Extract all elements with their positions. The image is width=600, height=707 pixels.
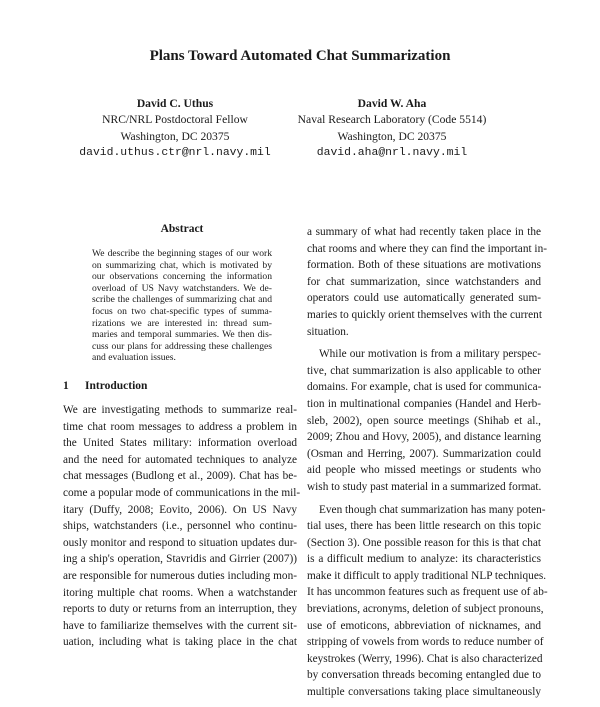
text-line: domains. For example, chat is used for communica-: [307, 381, 542, 394]
author-location: Washington, DC 20375: [337, 129, 447, 143]
author-email: david.uthus.ctr@nrl.navy.mil: [79, 146, 271, 159]
text-line: rizations we are interested in: thread sum-: [92, 317, 272, 329]
author-block: [272, 96, 512, 161]
text-line: cuss our plans for addressing these challenges: [92, 340, 272, 352]
text-line: reports to duty or returns from an interruption, they: [63, 603, 297, 616]
text-line: chat messages (Budlong et al., 2009). Chat has be-: [63, 470, 297, 483]
text-line: breviations, acronyms, deletion of subject pronouns,: [307, 603, 544, 616]
author-affiliation: Naval Research Laboratory (Code 5514): [297, 113, 487, 127]
paragraph: [63, 402, 301, 651]
text-line: Even though chat summarization has many poten-: [319, 503, 546, 516]
text-line: by conversation threads becoming entangled due to: [307, 669, 541, 682]
paper-title: Plans Toward Automated Chat Summarization: [149, 48, 451, 64]
text-line: have to familiarize themselves with the current sit-: [63, 619, 297, 632]
text-line: uation, including what is taking place in the chat: [63, 636, 297, 649]
text-line: use of emoticons, abbreviation of nicknames, and: [307, 619, 541, 632]
text-line: (Osman and Herring, 2007). Summarization could: [307, 447, 541, 460]
text-line: tial uses, there has been little research on this topic: [307, 520, 541, 533]
text-line: are responsible for numerous duties including mon-: [63, 569, 297, 582]
paragraph: [307, 224, 547, 340]
text-line: itary (Duffy, 2008; Eovito, 2006). On US Navy: [63, 503, 297, 516]
text-line: (Section 3). One possible reason for this is that chat: [307, 536, 541, 549]
text-line: focus on two chat-specific types of summa-: [92, 305, 272, 317]
text-line: stripping of vowels from words to reduce number of: [307, 636, 544, 649]
text-line: for chat summarization, since watchstanders and: [307, 275, 541, 288]
author-block: [55, 96, 295, 161]
text-line: tion in multinational companies (Handel and Herb-: [307, 397, 541, 410]
text-line: our observations concerning the information: [92, 271, 272, 283]
section-heading: [63, 380, 147, 392]
text-line: maries to quickly orient themselves with the current: [307, 308, 542, 321]
text-line: chat rooms and where they can find the important in-: [307, 242, 547, 255]
text-line: situation.: [307, 325, 349, 338]
text-line: While our motivation is from a military perspec-: [319, 348, 541, 361]
text-line: operators could use automatically generated sum-: [307, 292, 541, 305]
text-line: scribe the challenges of summarizing chat and: [92, 294, 272, 306]
text-line: itoring multiple chat rooms. When a watchstander: [63, 586, 297, 599]
text-line: 2009; Zhou and Hovy, 2005), and distance learning: [307, 431, 541, 444]
text-line: on summarizing chat, which is motivated by: [92, 259, 272, 271]
text-line: We describe the beginning stages of our work: [92, 248, 272, 259]
text-line: and the need for automated techniques to analyze: [63, 453, 297, 466]
text-line: wish to study past material in a summarized format.: [307, 480, 542, 493]
text-line: come a popular mode of communications in the mil-: [63, 486, 301, 499]
text-line: the United States military: information overload: [63, 437, 297, 450]
abstract-body: [92, 248, 272, 364]
author-name: David W. Aha: [357, 97, 427, 110]
paragraph: [307, 346, 541, 495]
text-line: aid people who missed meetings or students who: [307, 464, 541, 477]
text-line: keystrokes (Werry, 1996). Chat is also characterized: [307, 652, 543, 665]
text-line: multiple conversations taking place simultaneously: [307, 686, 541, 699]
section-title: Introduction: [85, 380, 148, 392]
author-affiliation: NRC/NRL Postdoctoral Fellow: [102, 113, 248, 127]
text-line: ously monitor and respond to situation updates dur-: [63, 536, 297, 549]
section-number: 1: [63, 380, 69, 392]
text-line: We are investigating methods to summarize real-: [63, 404, 297, 416]
text-line: is a difficult medium to analyze: its characteristics: [307, 553, 541, 566]
author-name: David C. Uthus: [136, 97, 214, 110]
author-email: david.aha@nrl.navy.mil: [316, 146, 468, 159]
text-line: overload of US Navy watchstanders. We de-: [92, 282, 272, 294]
text-line: a summary of what had recently taken place in the: [307, 226, 541, 238]
text-line: sleb, 2002), open source meetings (Shihab et al.,: [307, 414, 541, 427]
abstract-heading: Abstract: [160, 223, 204, 235]
text-line: ing a ship's operation, Stavridis and Girrier (2007)): [63, 553, 297, 566]
text-line: tive, chat summarization is also applicable to other: [307, 364, 541, 377]
text-line: formation. Both of these situations are motivations: [307, 259, 541, 272]
text-line: maries and temporal summaries. We then dis-: [92, 329, 272, 341]
text-line: and evaluation issues.: [92, 352, 176, 364]
text-line: make it difficult to apply traditional NLP techniques.: [307, 569, 547, 582]
text-line: time chat room messages to address a problem in: [63, 420, 297, 433]
left-column: [63, 402, 301, 657]
paragraph: [307, 502, 548, 701]
text-line: It has uncommon features such as frequent use of ab-: [307, 586, 548, 599]
text-line: ships, watchstanders (i.e., personnel who continu-: [63, 520, 297, 533]
right-column: [307, 224, 548, 707]
author-location: Washington, DC 20375: [120, 129, 230, 143]
